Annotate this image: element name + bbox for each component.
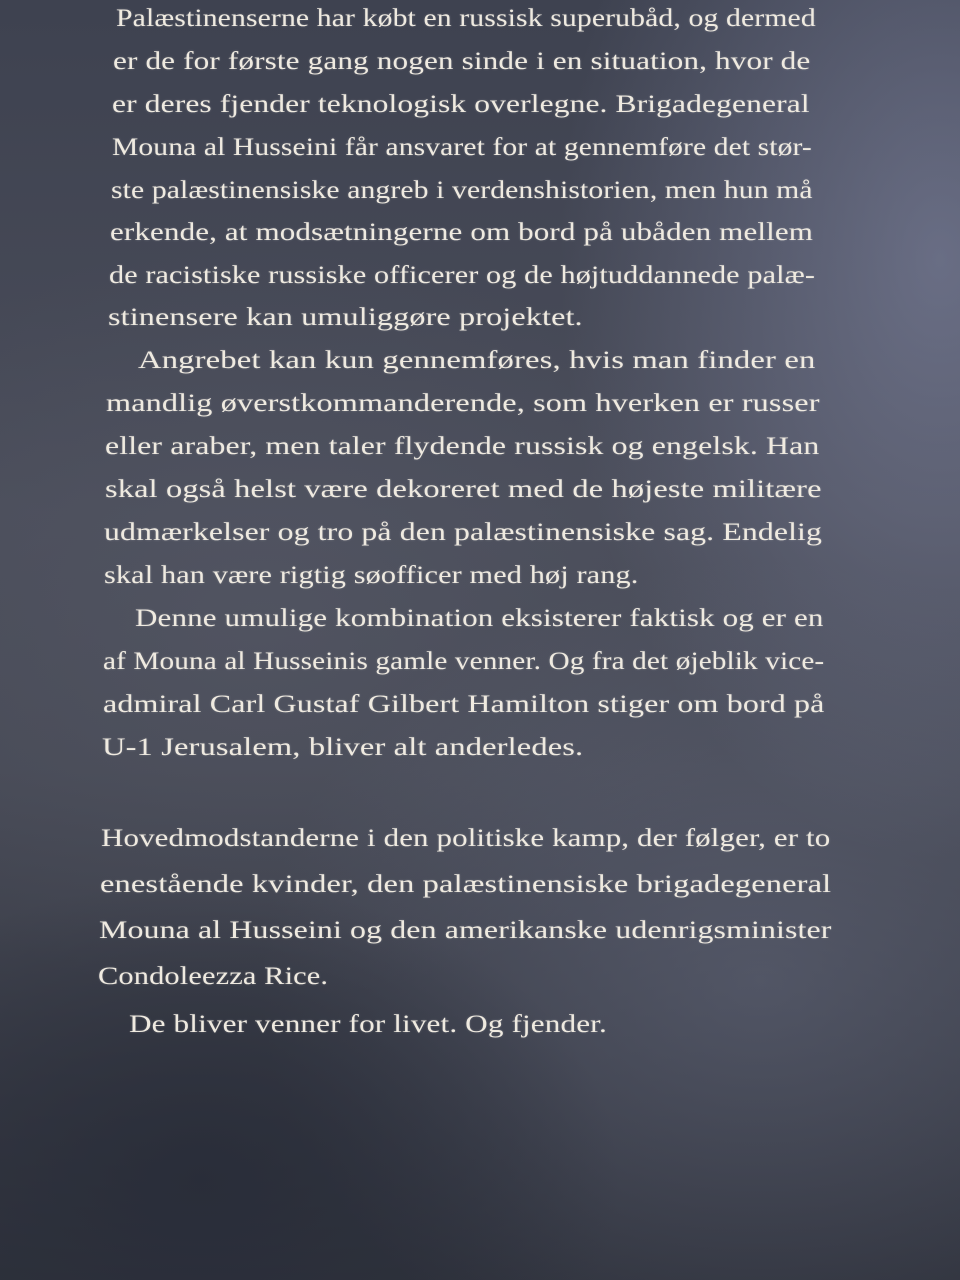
text-line: De bliver venner for livet. Og fjender. (129, 1011, 607, 1038)
text-line: admiral Carl Gustaf Gilbert Hamilton stiger om bord på (103, 691, 825, 718)
text-line: skal også helst være dekoreret med de højeste militære (105, 476, 822, 503)
text-line: er de for første gang nogen sinde i en situation, hvor de (113, 48, 811, 75)
text-line: ste palæstinensiske angreb i verdenshistorien, men hun må (111, 177, 813, 204)
text-line: Hovedmodstanderne i den politiske kamp, der følger, er to (101, 825, 831, 852)
text-line: Mouna al Husseini og den amerikanske udenrigsminister (99, 917, 832, 944)
text-line: mandlig øverstkommanderende, som hverken er russer (106, 390, 820, 417)
text-line: de racistiske russiske officerer og de højtuddannede palæ- (109, 262, 815, 289)
text-line: stinensere kan umuliggøre projektet. (108, 304, 583, 331)
text-line: af Mouna al Husseinis gamle venner. Og fra det øjeblik vice- (103, 648, 825, 675)
text-line: U-1 Jerusalem, bliver alt anderledes. (102, 734, 584, 761)
text-line: erkende, at modsætningerne om bord på ubåden mellem (110, 219, 814, 246)
text-line: Mouna al Husseini får ansvaret for at gennemføre det stør- (112, 134, 812, 161)
text-line: enestående kvinder, den palæstinensiske brigadegeneral (100, 871, 832, 898)
text-line: skal han være rigtig søofficer med høj rang. (104, 562, 639, 589)
text-line: Denne umulige kombination eksisterer faktisk og er en (135, 605, 824, 632)
text-line: er deres fjender teknologisk overlegne. Brigadegeneral (112, 91, 810, 118)
text-line: Condoleezza Rice. (98, 963, 329, 990)
text-line: Palæstinenserne har købt en russisk superubåd, og dermed (116, 5, 816, 32)
text-line: Angrebet kan kun gennemføres, hvis man finder en (138, 347, 816, 374)
text-line: eller araber, men taler flydende russisk og engelsk. Han (105, 433, 820, 460)
text-line: udmærkelser og tro på den palæstinensiske sag. Endelig (104, 519, 823, 546)
